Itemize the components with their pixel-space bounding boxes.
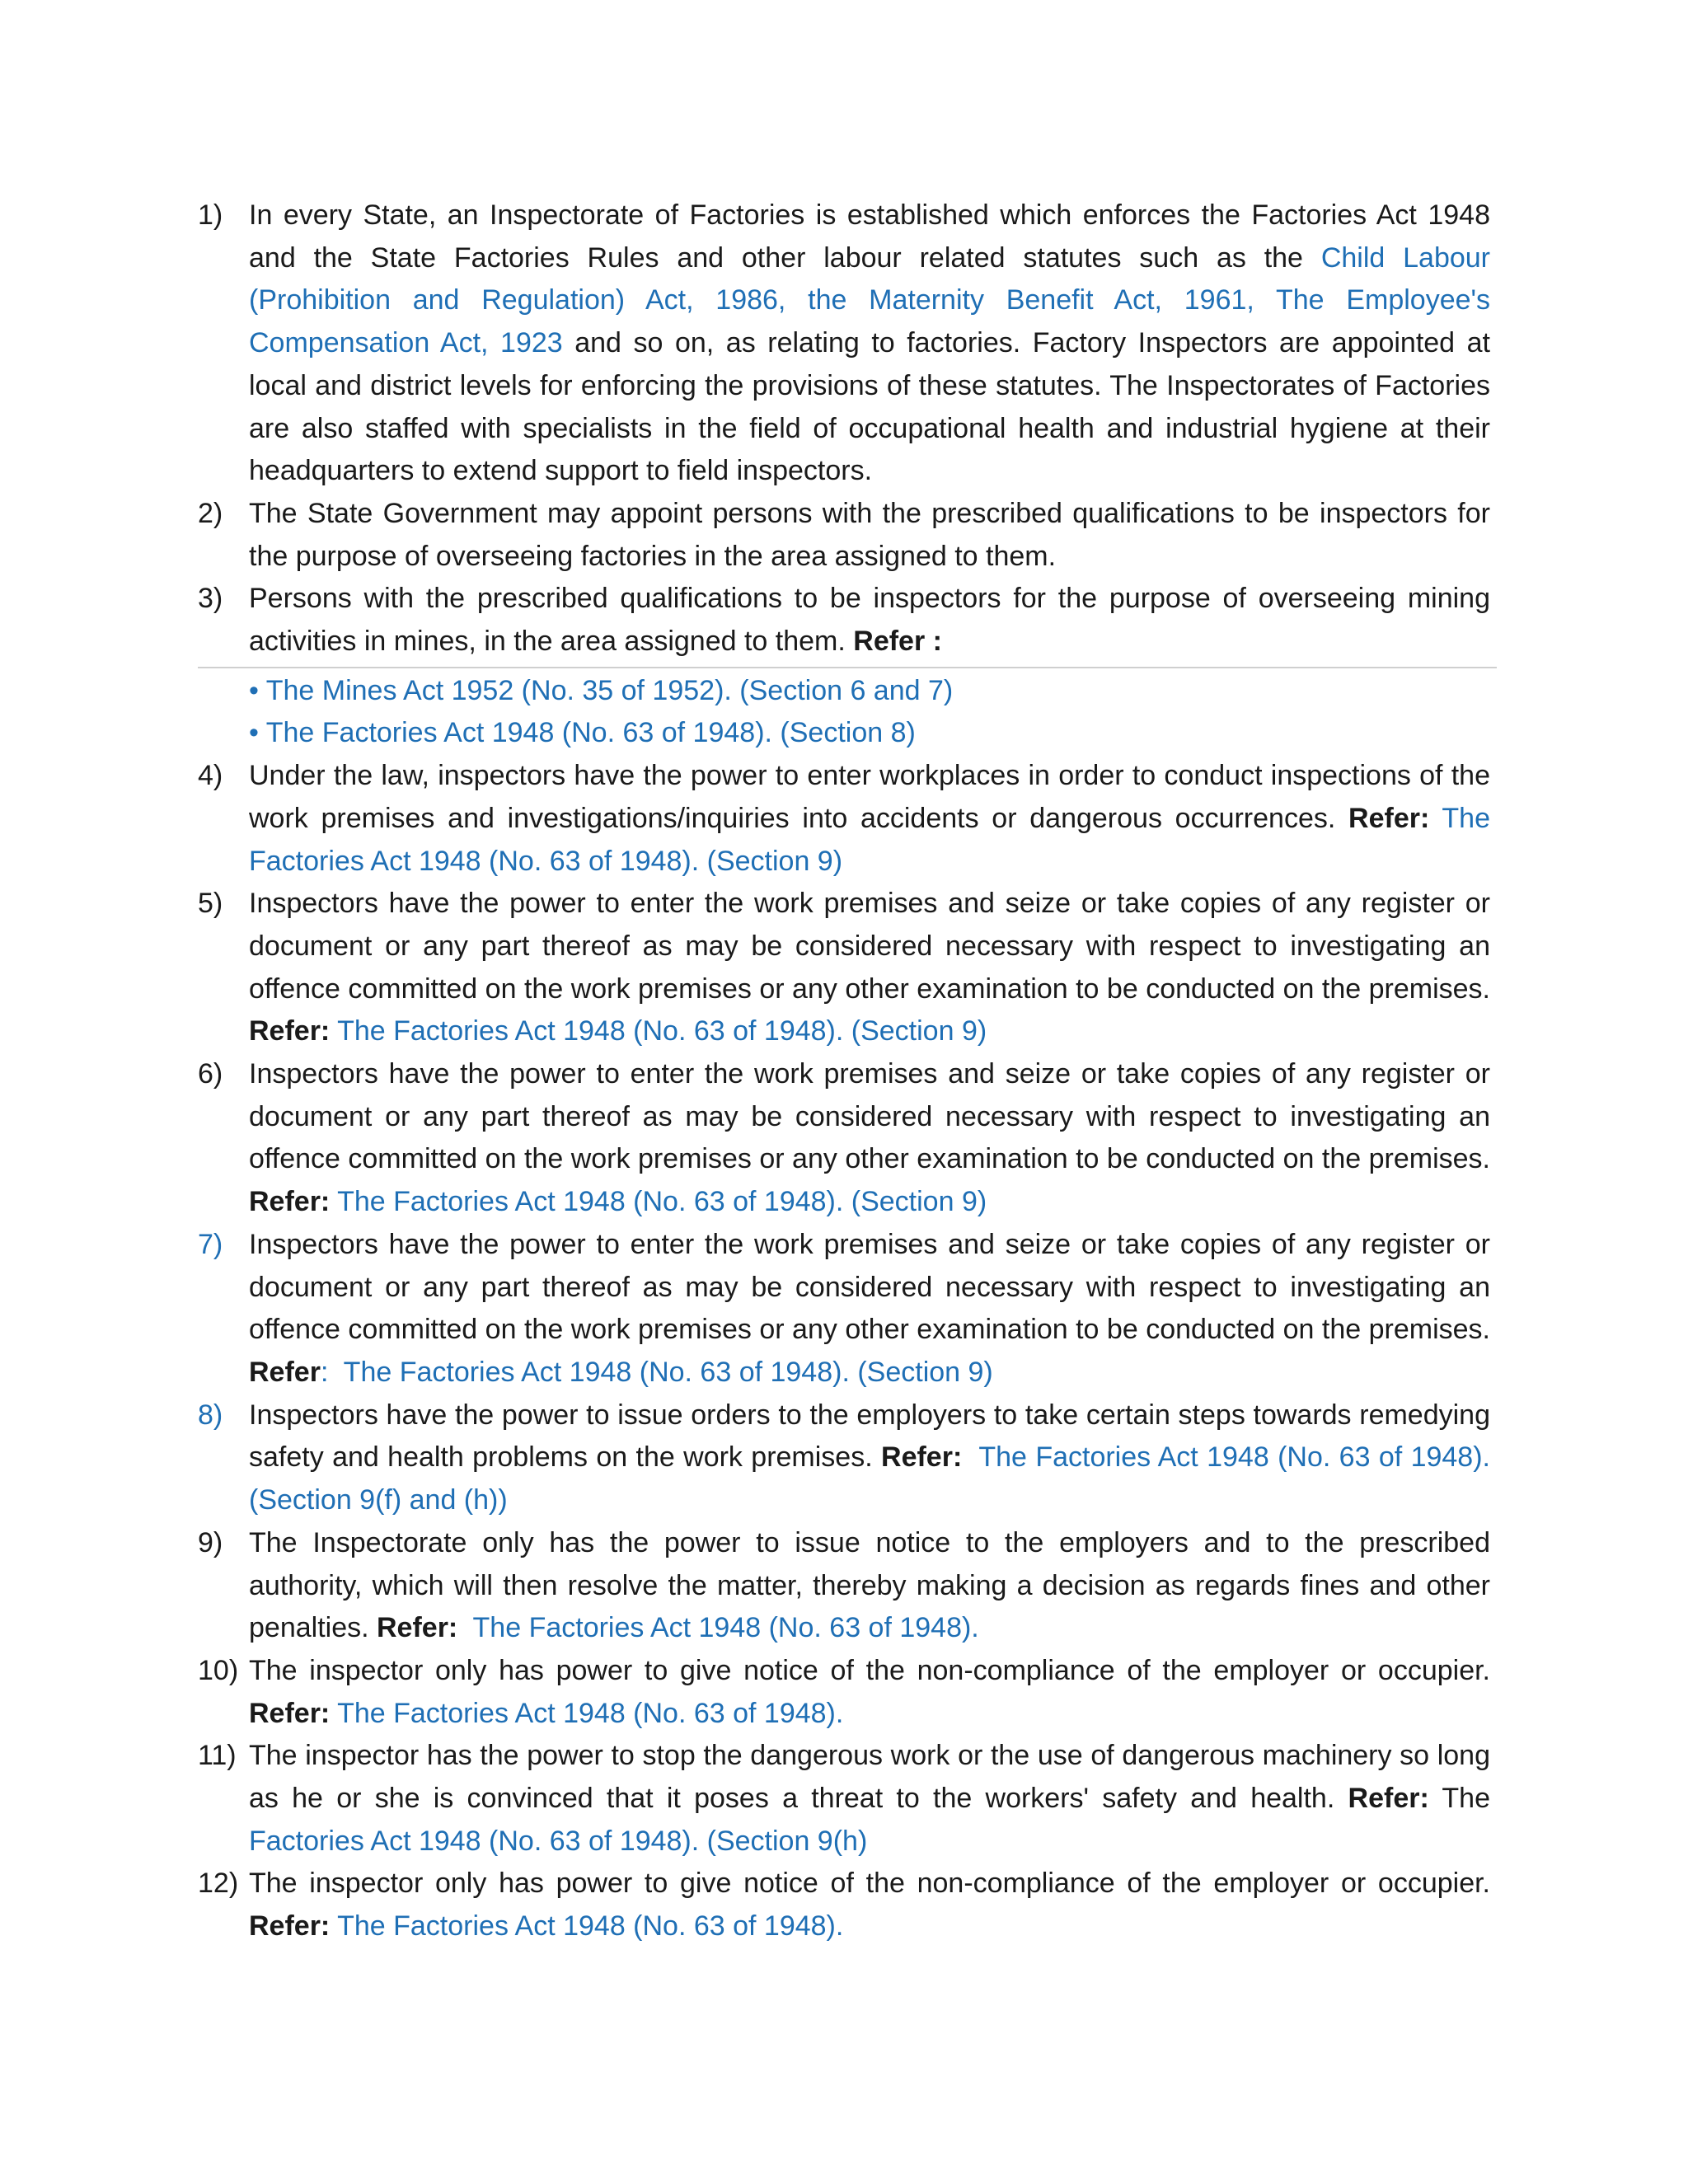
refer-label: Refer:	[377, 1612, 458, 1644]
reference-bullet-2[interactable]	[198, 712, 1490, 755]
refer-label: Refer	[249, 1356, 321, 1388]
list-item-7	[198, 1224, 1490, 1394]
refer-label: Refer:	[881, 1441, 963, 1474]
list-item-1	[198, 194, 1490, 493]
item-number: 10)	[198, 1654, 239, 1686]
item-text: Inspectors have the power to enter the work premises and seize or take copies of any register or document or any part thereof as may be considered necessary with respect to investigating an offence committed on the work premises or any other examination to be conducted on the premises.	[249, 1058, 1490, 1175]
item-text: Inspectors have the power to enter the work premises and seize or take copies of any register or document or any part thereof as may be considered necessary with respect to investigating an offence committed on the work premises or any other examination to be conducted on the premises.	[249, 1228, 1490, 1346]
list-item-3	[198, 578, 1490, 663]
item-text: The State Government may appoint persons with the prescribed qualifications to be inspectors for the purpose of overseeing factories in the area assigned to them.	[249, 497, 1490, 572]
reference-link[interactable]: • The Factories Act 1948 (No. 63 of 1948). (Section 8)	[249, 717, 916, 749]
list-item-6	[198, 1053, 1490, 1224]
item-text: Inspectors have the power to issue orders to the employers to take certain steps towards remedying safety and health problems on the work premises.	[249, 1399, 1490, 1474]
list-item-12	[198, 1863, 1490, 1947]
refer-label: Refer:	[1348, 1783, 1429, 1815]
item-number: 5)	[198, 888, 223, 920]
list-item-10	[198, 1650, 1490, 1735]
reference-bullet-1[interactable]	[198, 670, 1490, 713]
item-number: 11)	[198, 1740, 237, 1772]
item-number: 1)	[198, 199, 223, 231]
refer-label: Refer:	[249, 1697, 331, 1729]
statute-link[interactable]: The Factories Act 1948 (No. 63 of 1948). (Section 9)	[337, 1015, 987, 1047]
item-text: The inspector only has power to give notice of the non-compliance of the employer or occupier.	[249, 1654, 1490, 1686]
refer-label: Refer:	[249, 1186, 331, 1218]
item-text: Under the law, inspectors have the power to enter workplaces in order to conduct inspections of the work premises and investigations/inquiries into accidents or dangerous occurrences.	[249, 760, 1490, 834]
item-text: The inspector only has power to give notice of the non-compliance of the employer or occupier.	[249, 1868, 1490, 1900]
item-number: 8)	[198, 1399, 223, 1431]
item-text-continued: and so on, as relating to factories. Factory Inspectors are appointed at local and district levels for enforcing the provisions of these statutes. The Inspectorates of Factories are also staffed with specialists in the field of occupational health and industrial hygiene at their headquarters to extend support to field inspectors.	[249, 327, 1491, 487]
statute-link[interactable]: The Factories Act 1948 (No. 63 of 1948).	[337, 1697, 844, 1729]
item-number: 4)	[198, 760, 223, 792]
refer-label: Refer :	[853, 626, 942, 658]
item-number: 12)	[198, 1868, 239, 1900]
item-text: Inspectors have the power to enter the work premises and seize or take copies of any register or document or any part thereof as may be considered necessary with respect to investigating an offence committed on the work premises or any other examination to be conducted on the premises.	[249, 888, 1490, 1005]
statute-link[interactable]: The Factories Act 1948 (No. 63 of 1948). (Section 9)	[249, 802, 1490, 877]
list-item-8	[198, 1394, 1490, 1522]
reference-link[interactable]: • The Mines Act 1952 (No. 35 of 1952). (Section 6 and 7)	[249, 674, 954, 706]
list-item-5	[198, 883, 1490, 1053]
item-text: The inspector has the power to stop the dangerous work or the use of dangerous machinery so long as he or she is convinced that it poses a threat to the workers' safety and health.	[249, 1740, 1490, 1815]
item-text: In every State, an Inspectorate of Factories is established which enforces the Factories Act 1948 and the State Factories Rules and other labour related statutes such as the	[249, 199, 1490, 274]
statute-link[interactable]: The Factories Act 1948 (No. 63 of 1948). (Section 9)	[343, 1356, 993, 1388]
item-text: Persons with the prescribed qualifications to be inspectors for the purpose of overseeing mining activities in mines, in the area assigned to them.	[249, 583, 1490, 658]
list-item-9	[198, 1522, 1490, 1650]
item-number: 2)	[198, 497, 223, 529]
item-number: 6)	[198, 1058, 223, 1090]
statute-link[interactable]: Child Labour (Prohibition and Regulation) Act, 1986, the Maternity Benefit Act, 1961, The Employee's Compensation Act, 1923	[249, 241, 1491, 359]
item-number: 3)	[198, 583, 223, 615]
divider	[198, 667, 1497, 668]
statute-link[interactable]: The Factories Act 1948 (No. 63 of 1948).	[337, 1910, 844, 1943]
refer-label: Refer:	[249, 1910, 331, 1943]
statute-link[interactable]: The Factories Act 1948 (No. 63 of 1948).	[472, 1612, 979, 1644]
item-number: 7)	[198, 1228, 223, 1260]
refer-label: Refer:	[1348, 802, 1430, 834]
statute-link[interactable]: The Factories Act 1948 (No. 63 of 1948). (Section 9)	[337, 1186, 987, 1218]
item-text: The Inspectorate only has the power to issue notice to the employers and to the prescribed authority, which will then resolve the matter, thereby making a decision as regards fines and other penalties.	[249, 1526, 1490, 1644]
item-number: 9)	[198, 1526, 223, 1558]
refer-colon: :	[320, 1356, 329, 1388]
list-item-2	[198, 493, 1490, 578]
statute-link[interactable]: The Factories Act 1948 (No. 63 of 1948). (Section 9(f) and (h))	[249, 1441, 1490, 1516]
document-page	[198, 194, 1490, 1948]
item-text-after-refer: The	[1428, 1783, 1490, 1815]
list-item-11	[198, 1735, 1490, 1863]
statute-link[interactable]: Factories Act 1948 (No. 63 of 1948). (Section 9(h)	[249, 1825, 868, 1857]
refer-label: Refer:	[249, 1015, 331, 1047]
list-item-4	[198, 755, 1490, 883]
